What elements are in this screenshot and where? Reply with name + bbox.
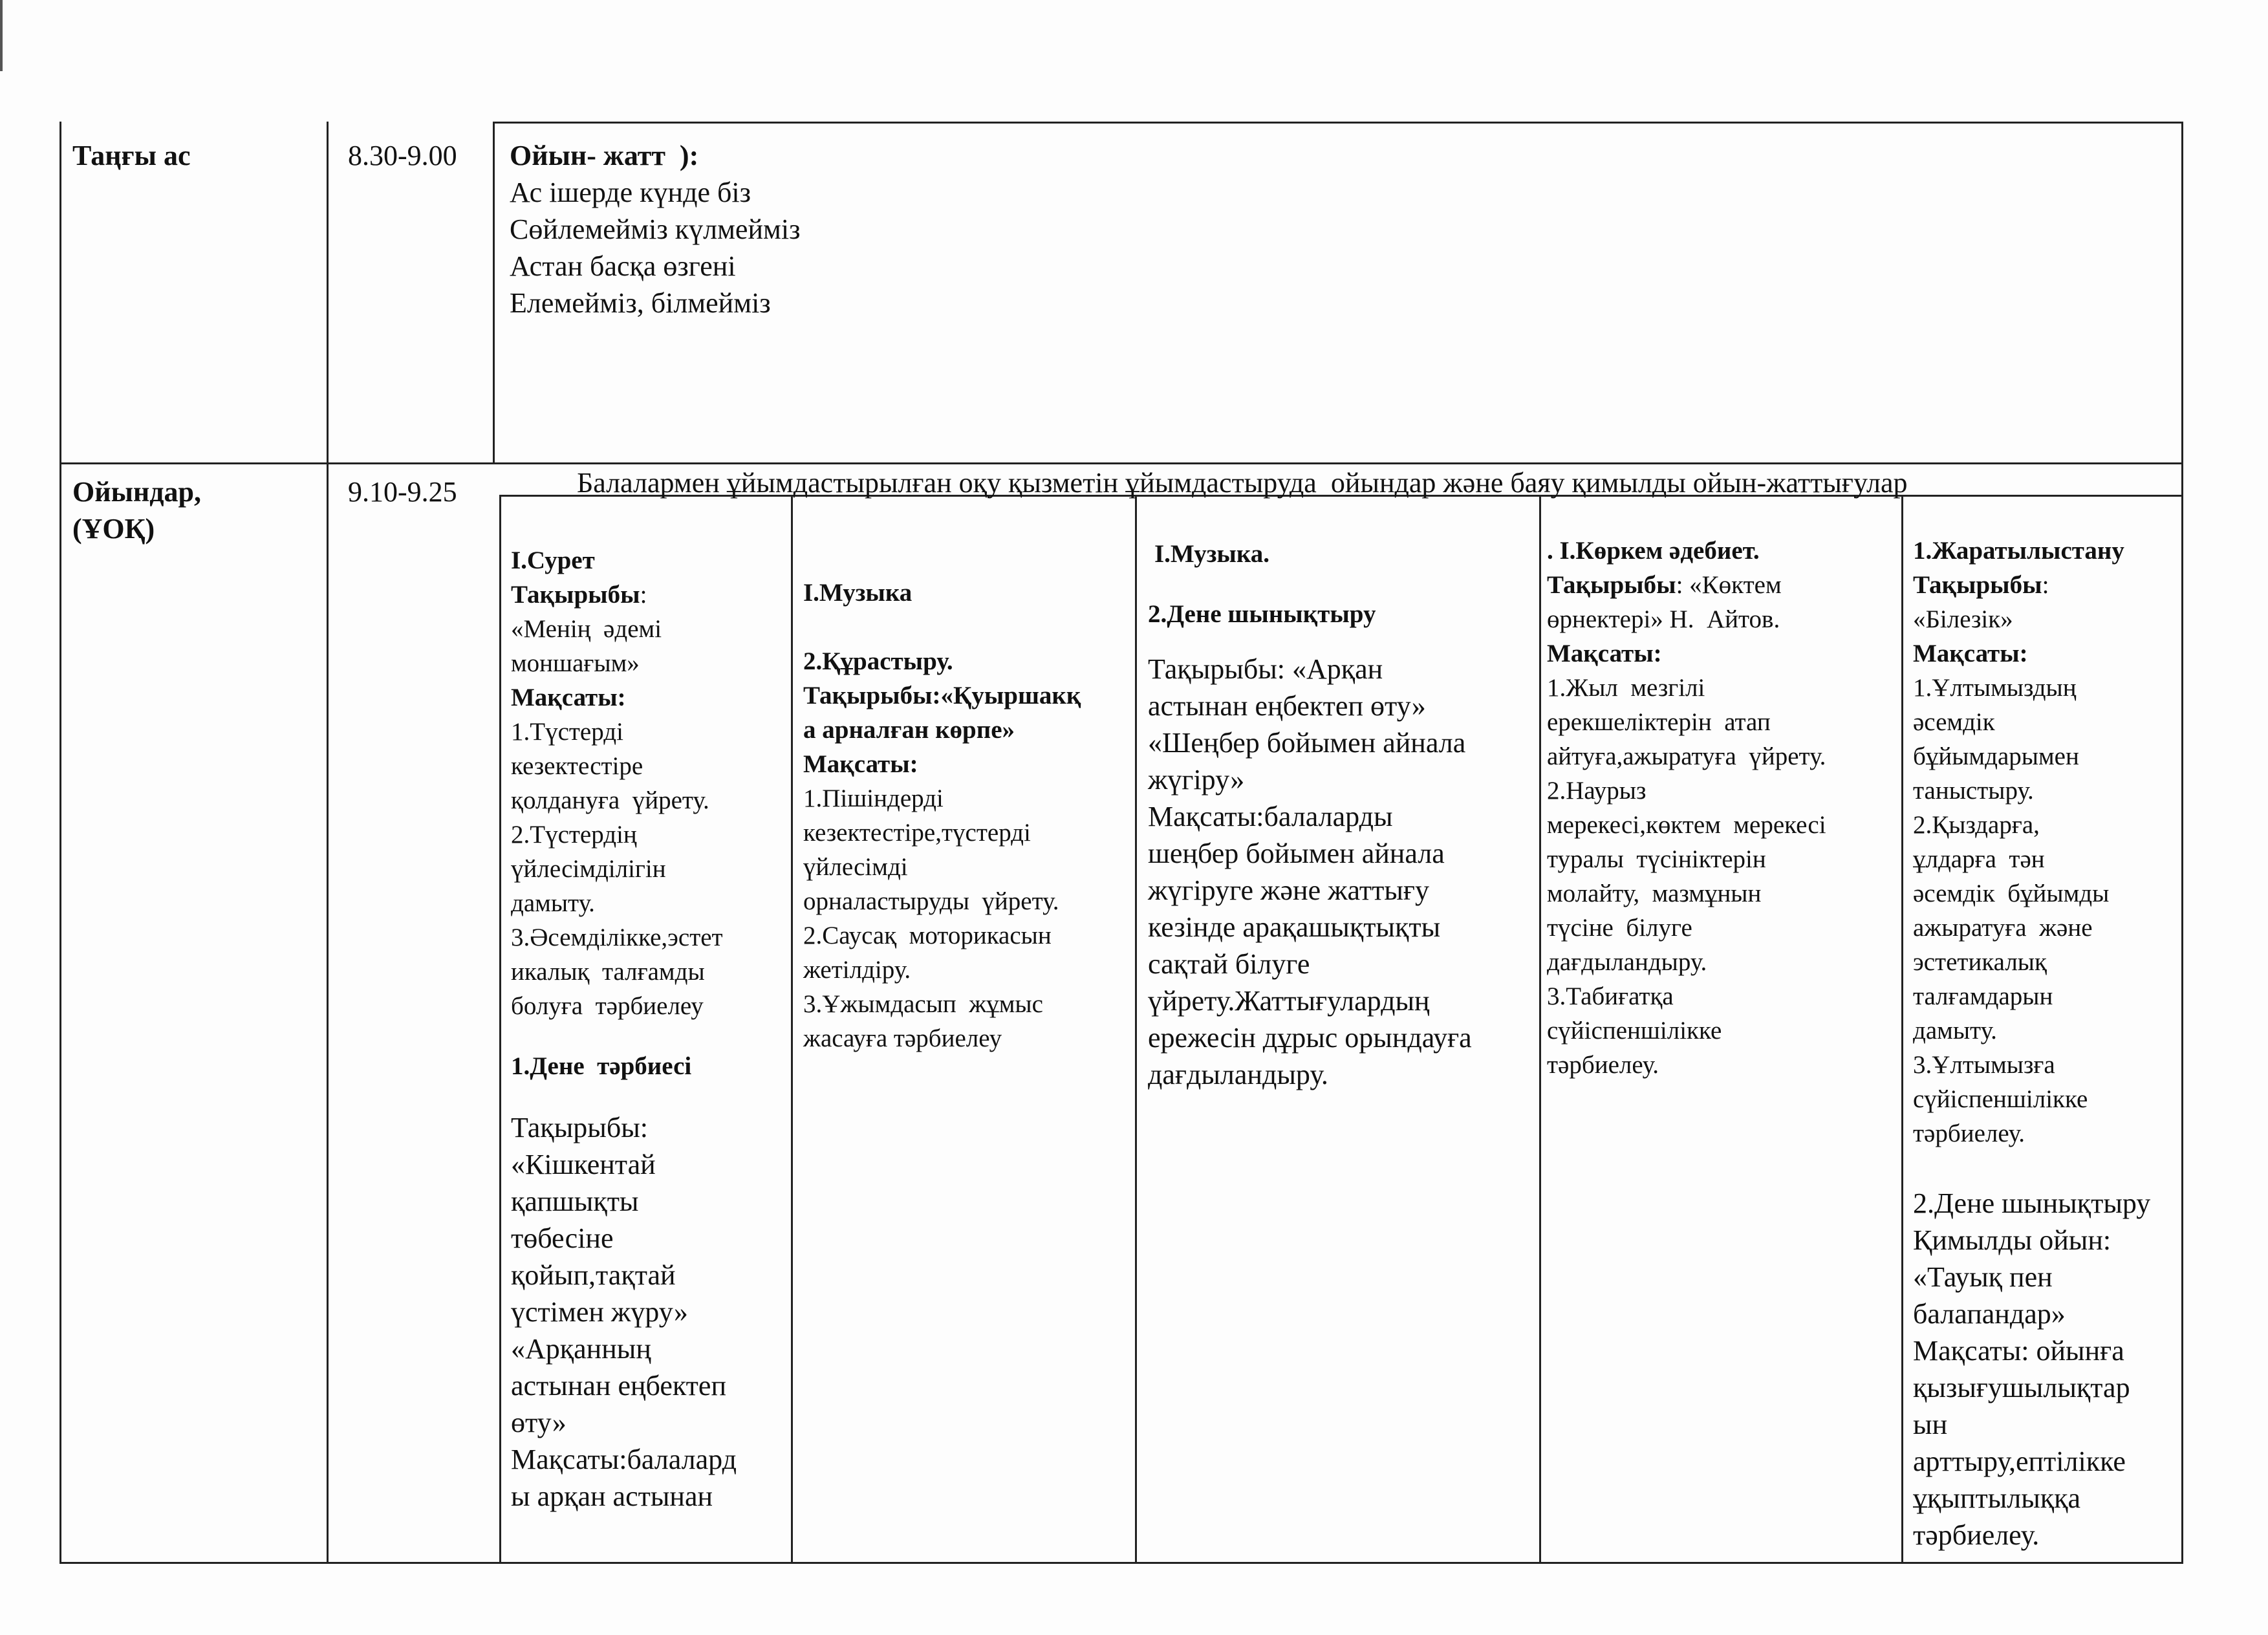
col4-cell [1547,534,1899,1082]
col1-aims-label: Мақсаты: [511,684,626,711]
col2-topic-label: Тақырыбы:«Қуыршакқ а арналған көрпе» [803,682,1081,744]
col5-text2: 2.Дене шынықтыру Қимылды ойын: «Тауық пен балапандар» Мақсаты: ойынға қызығушылықтар ын арттыру,ептілікке ұқыптылыққа тәрбиелеу. [1913,1187,2151,1551]
col1-subject2: 1.Дене тәрбиесі [511,1052,692,1080]
col1-aims: 1.Түстерді кезектестіре қолдануға үйрету. 2.Түстердің үйлесімділігін дамыту. 3.Әсемділікке,эстет икалық талғамды болуға тәрбиелеу [511,718,723,1020]
col1-topic: : «Менің әдемі моншағым» [511,581,662,677]
col3-subject2: 2.Дене шынықтыру [1148,600,1376,628]
col2-subject2: 2.Құрастыру. [803,647,953,675]
breakfast-poem: Ас ішерде күнде біз Сөйлемейміз күлмейміз Астан басқа өзгені Елемейміз, білмейміз [510,177,801,319]
col5-topic: : «Білезік» [1913,571,2049,633]
games-header: Балалармен ұйымдастырылған оқу қызметін ұйымдастыруда ойындар және баяу қимылды ойын-жаттығулар [577,467,1908,499]
col1-text2: Тақырыбы: «Кішкентай қапшықты төбесіне қойып,тақтай үстімен жүру» «Арқанның астынан еңбектеп өту» Мақсаты:балалард ы арқан астынан [511,1112,737,1512]
time-games: 9.10-9.25 [348,476,457,508]
col5-aims-label: Мақсаты: [1913,640,2028,667]
col4-aims-label: Мақсаты: [1547,640,1662,667]
col4-topic-label: Тақырыбы [1547,571,1676,599]
col1-subject: I.Сурет [511,547,595,574]
scan-edge-mark [0,0,3,71]
col5-aims: 1.Ұлтымыздың әсемдік бұйымдарымен таныстыру. 2.Қыздарға, ұлдарға тән әсемдік бұйымды ажыратуға және эстетикалық талғамдарын дамыту. 3.Ұлтымызға сүйіспеншілікке тәрбиелеу. [1913,674,2110,1147]
col4-aims: 1.Жыл мезгілі ерекшеліктерін атап айтуға,ажыратуға үйрету. 2.Наурыз мерекесі,көктем мерекесі туралы түсініктерін молайту, мазмұнын түсіне білуге дағдыландыру. 3.Табиғатқа сүйіспеншілікке тәрбиелеу. [1547,674,1826,1079]
col4-subject: . I.Көркем әдебиет. [1547,537,1760,565]
col1-topic-label: Тақырыбы [511,581,640,609]
col5-subject: 1.Жаратылыстану [1913,537,2124,565]
col2-aims: 1.Пішіндерді кезектестіре,түстерді үйлесімді орналастыруды үйрету. 2.Саусақ моторикасын жетілдіру. 3.Ұжымдасып жұмыс жасауға тәрбиелеу [803,785,1059,1052]
col3-subject: I.Музыка. [1154,540,1269,568]
col5-cell [1913,534,2179,1554]
col1-cell [511,543,786,1515]
col2-subject: I.Музыка [803,579,913,607]
breakfast-game-title: Ойын- жатт ): [510,140,699,171]
time-breakfast: 8.30-9.00 [348,140,457,171]
col5-topic-label: Тақырыбы [1913,571,2042,599]
col4-topic: : «Көктем өрнектері» Н. Айтов. [1547,571,1782,633]
col3-text: Тақырыбы: «Арқан астынан еңбектеп өту» «Шеңбер бойымен айнала жүгіру» Мақсаты:балаларды шеңбер бойымен айнала жүгіруге және жаттығу кезінде арақашықтықты сақтай білуге үйрету.Жаттығулардың ережесін дұрыс орындауға дағдыландыру. [1148,653,1472,1090]
regime-breakfast: Таңғы ас [72,140,191,171]
col3-cell [1148,537,1535,1093]
col2-cell [803,576,1130,1056]
regime-games: Ойындар, (ҰОҚ) [72,476,202,545]
col2-aims-label: Мақсаты: [803,750,918,778]
